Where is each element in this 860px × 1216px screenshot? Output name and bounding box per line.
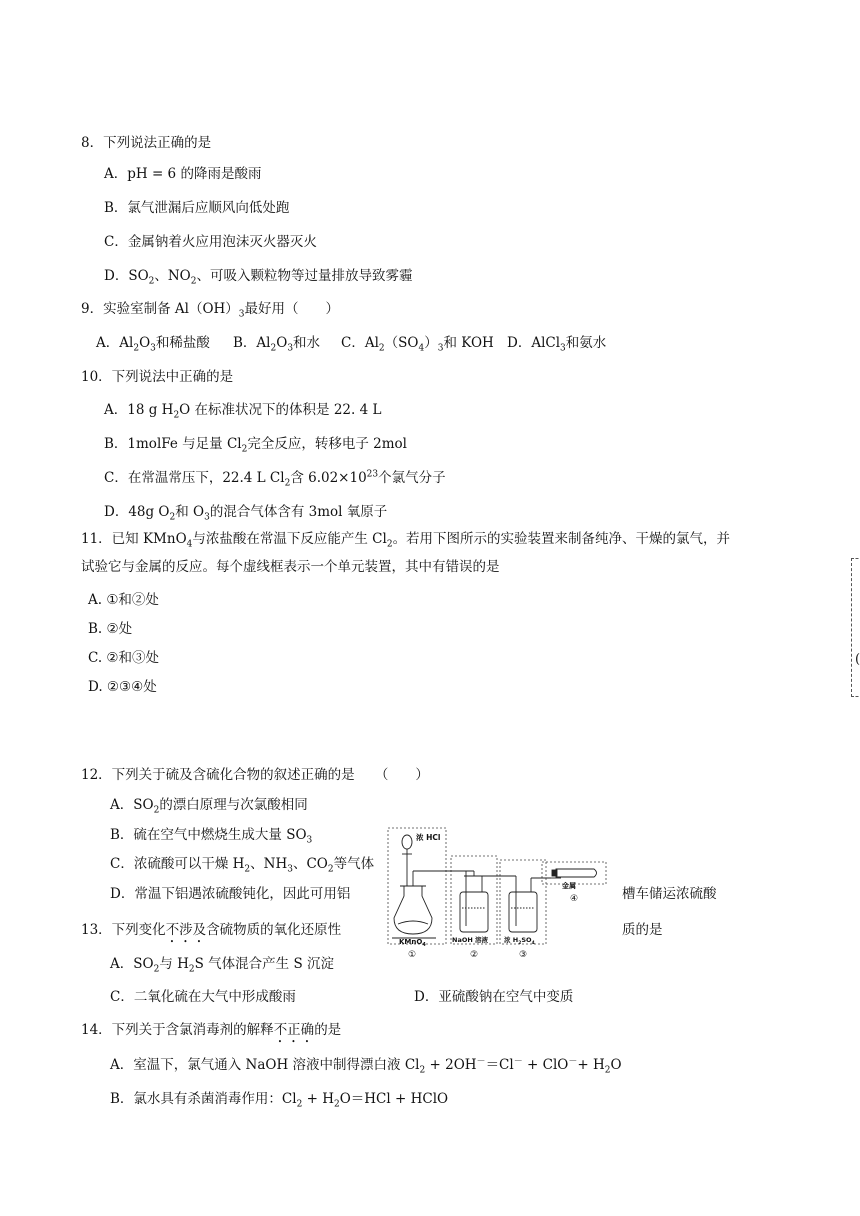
q12-option-a: A．$SO_2$的漂白原理与次氯酸相同 — [110, 797, 308, 816]
label-conc-h2so4: 浓 $H_2SO_4$ — [504, 936, 535, 946]
separatory-funnel — [402, 835, 412, 886]
label-kmno4: KMnO$_4$ — [399, 938, 426, 948]
q11-stem-line2: 试验它与金属的反应。每个虚线框表示一个单元装置，其中有错误的是 — [81, 559, 500, 575]
q8-option-d: D．$SO_2$、$NO_2$、可吸入颗粒物等过量排放导致雾霾 — [104, 268, 413, 287]
q12-stem: 12．下列关于硫及含硫化合物的叙述正确的是 （ ） — [81, 767, 429, 783]
q14-option-a: A．室温下，氯气通入 NaOH 溶液中制得漂白液 $Cl_2 + 2OH^-=Cl^- + ClO^-+ H_2O$ — [110, 1056, 622, 1076]
q10-option-d: D．48g $O_2$和 $O_3$的混合气体含有 3mol 氧原子 — [104, 504, 388, 523]
q8-option-c: C．金属钠着火应用泡沫灭火器灭火 — [104, 234, 317, 250]
q11-figure-edge — [851, 558, 860, 697]
q12-option-d-left: D．常温下铝遇浓硫酸钝化，因此可用铝 — [110, 886, 351, 902]
q13-stem: 13．下列变化不涉及含硫物质的氧化还原性 — [81, 922, 342, 938]
unit-2-number: ② — [470, 950, 479, 960]
q9-option-a: A．$Al_2O_3$和稀盐酸 — [96, 335, 210, 354]
q11-option-b: B. ②处 — [88, 621, 133, 637]
metal-reaction-tube — [551, 869, 597, 878]
q9-option-c: C．$Al_2(SO_4)_3$和 KOH — [341, 335, 494, 354]
round-bottom-flask — [394, 871, 474, 934]
unit-1-number: ① — [408, 950, 417, 960]
chlorine-apparatus-figure — [386, 826, 612, 962]
q8-option-b: B．氯气泄漏后应顺风向低处跑 — [104, 200, 290, 216]
q11-option-d: D. ②③④处 — [88, 679, 157, 695]
q8-option-a: A．pH = 6 的降雨是酸雨 — [104, 166, 262, 182]
q14-stem: 14．下列关于含氯消毒剂的解释不正确的是 — [81, 1022, 342, 1038]
q11-stem-line1: 11．已知 KMnO$_4$与浓盐酸在常温下反应能产生 $Cl_2$。若用下图所示的实验装置来制备纯净、干燥的氯气，并 — [81, 531, 731, 550]
label-metal: 金属 — [562, 882, 576, 890]
q13-stem-right: 质的是 — [622, 922, 663, 938]
q11-figure-edge-paren: ( — [855, 652, 860, 667]
q8-stem: 8．下列说法正确的是 — [81, 135, 212, 151]
q11-option-c: C. ②和③处 — [88, 650, 160, 666]
q12-option-b: B．硫在空气中燃烧生成大量 $SO_3$ — [110, 827, 313, 846]
q10-option-c: C．在常温常压下，22.4 L $Cl_2$含 $6.02\times 10^{23}$个氯气分子 — [104, 469, 446, 489]
unit-3-number: ③ — [519, 950, 528, 960]
q10-stem: 10．下列说法中正确的是 — [81, 369, 234, 385]
q12-option-d-right: 槽车储运浓硫酸 — [622, 886, 717, 902]
q13-option-a: A．$SO_2$与 $H_2S$ 气体混合产生 S 沉淀 — [110, 956, 334, 975]
q9-option-b: B．$Al_2O_3$和水 — [233, 335, 321, 354]
q11-option-a: A. ①和②处 — [88, 592, 159, 608]
label-conc-hcl: 浓 HCl — [416, 833, 441, 842]
q12-option-c: C．浓硫酸可以干燥 $H_2$、$NH_3$、$CO_2$等气体 — [110, 856, 375, 875]
q10-option-b: B．1molFe 与足量 $Cl_2$完全反应，转移电子 2mol — [104, 436, 407, 455]
unit-4-number: ④ — [570, 894, 579, 904]
label-naoh: NaOH 溶液 — [452, 936, 489, 944]
h2so4-dry-bottle — [509, 876, 551, 932]
q13-option-d: D．亚硫酸钠在空气中变质 — [414, 989, 574, 1005]
q10-option-a: A．18 g $H_2O$ 在标准状况下的体积是 22. 4 L — [104, 402, 382, 421]
q9-stem: 9．实验室制备 $Al(OH)_3$最好用（ ） — [81, 301, 340, 320]
q13-option-c: C．二氧化硫在大气中形成酸雨 — [110, 989, 296, 1005]
unit-2-frame — [451, 856, 497, 944]
q14-option-b: B．氯水具有杀菌消毒作用：$Cl_2 + H_2O=HCl$ + HClO — [110, 1091, 449, 1110]
naoh-wash-bottle — [460, 871, 516, 932]
q9-option-d: D．AlCl$_3$和氨水 — [507, 335, 607, 354]
unit-3-frame — [500, 860, 546, 944]
